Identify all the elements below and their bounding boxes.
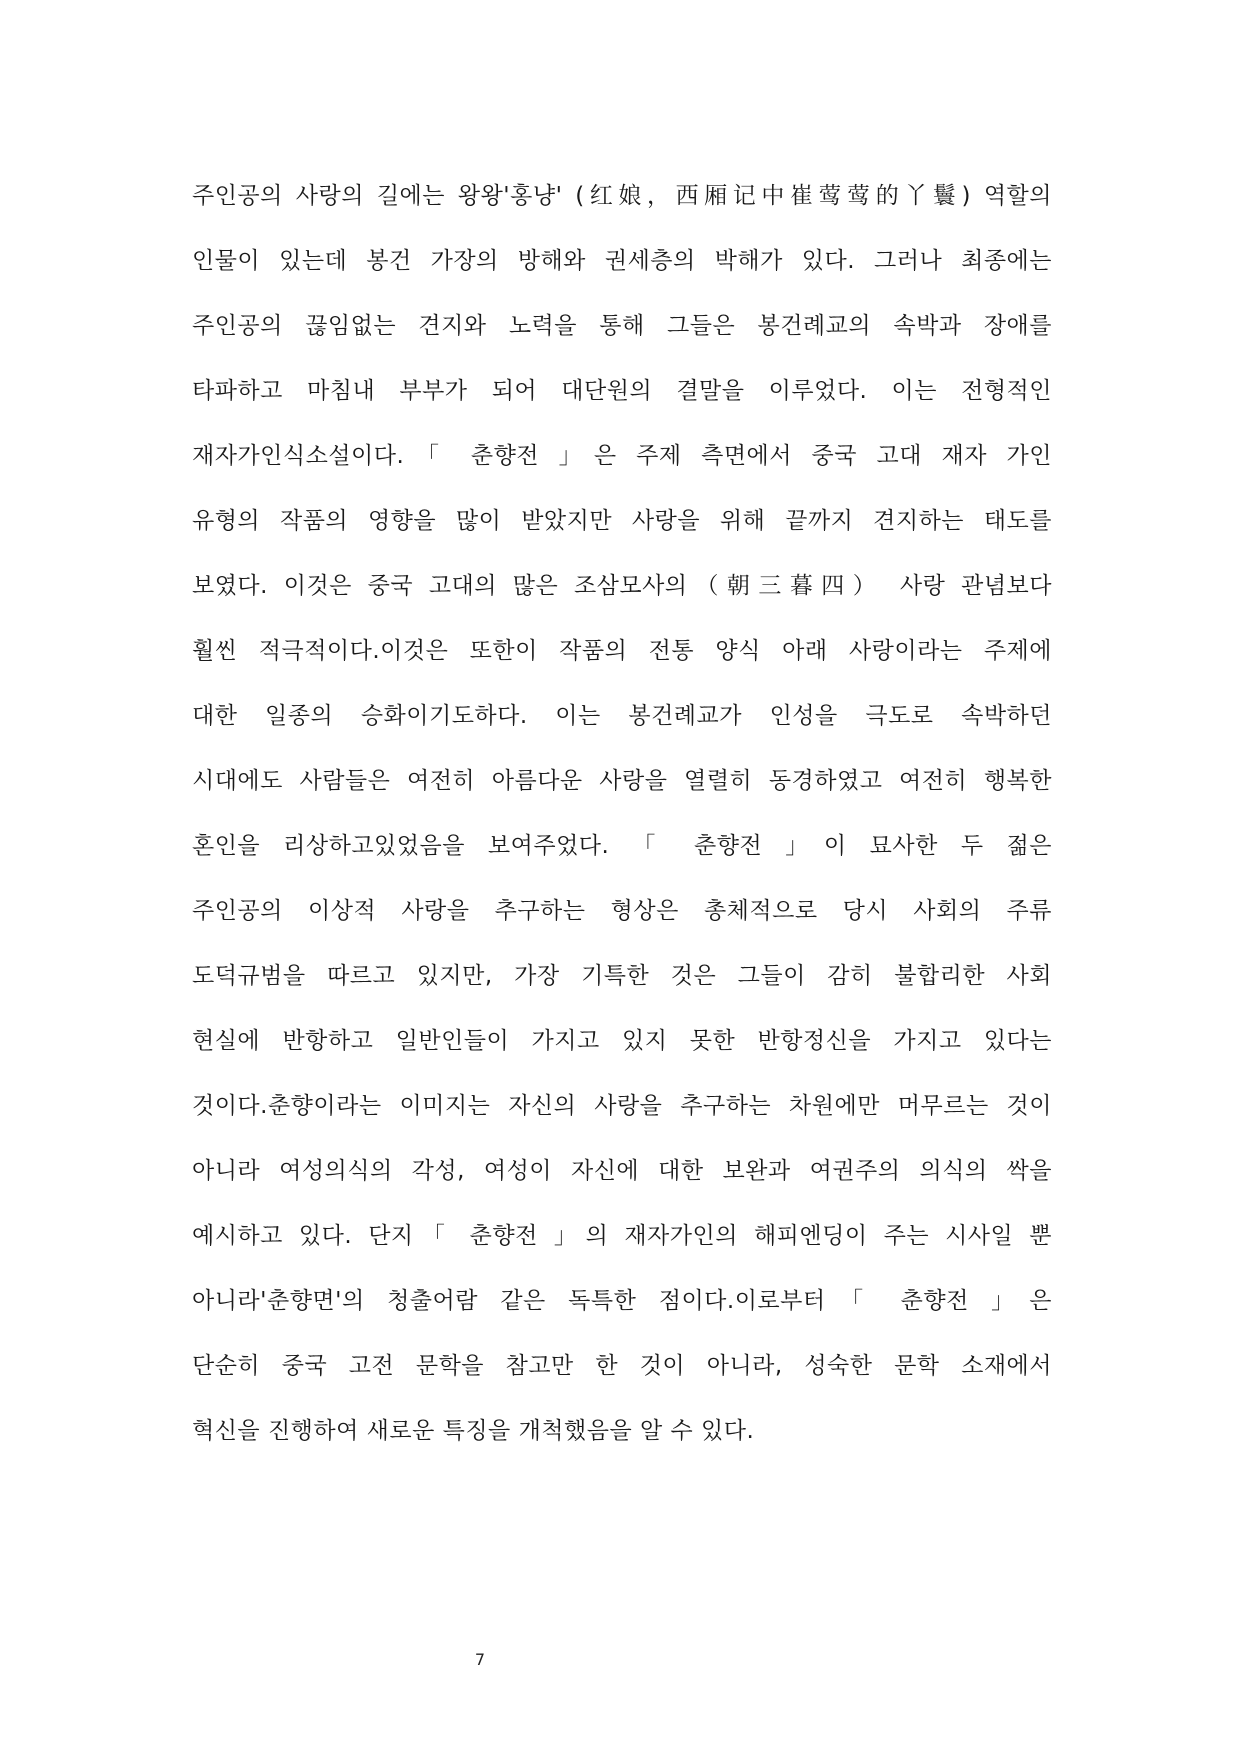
text-line: 도덕규범을 따르고 있지만, 가장 기특한 것은 그들이 감히 불합리한 사회: [192, 963, 1052, 989]
text-line: 예시하고 있다. 단지「 춘향전 」의 재자가인의 해피엔딩이 주는 시사일 뿐: [192, 1223, 1052, 1249]
text-line: 단순히 중국 고전 문학을 참고만 한 것이 아니라, 성숙한 문학 소재에서: [192, 1353, 1052, 1379]
text-line: 타파하고 마침내 부부가 되어 대단원의 결말을 이루었다. 이는 전형적인: [192, 378, 1052, 404]
text-line: 주인공의 이상적 사랑을 추구하는 형상은 총체적으로 당시 사회의 주류: [192, 898, 1052, 924]
text-line: 대한 일종의 승화이기도하다. 이는 봉건례교가 인성을 극도로 속박하던: [192, 703, 1052, 729]
text-line: 재자가인식소설이다.「 춘향전 」은 주제 측면에서 중국 고대 재자 가인: [192, 443, 1052, 469]
text-line: 인물이 있는데 봉건 가장의 방해와 권세층의 박해가 있다. 그러나 최종에는: [192, 248, 1052, 274]
text-line: 아니라'춘향면'의 청출어람 같은 독특한 점이다.이로부터「 춘향전 」은: [192, 1288, 1052, 1314]
text-line: 혼인을 리상하고있었음을 보여주었다. 「 춘향전 」이 묘사한 두 젊은: [192, 833, 1052, 859]
text-line: 유형의 작품의 영향을 많이 받았지만 사랑을 위해 끝까지 견지하는 태도를: [192, 508, 1052, 534]
text-line: 시대에도 사람들은 여전히 아름다운 사랑을 열렬히 동경하였고 여전히 행복한: [192, 768, 1052, 794]
text-line: 것이다.춘향이라는 이미지는 자신의 사랑을 추구하는 차원에만 머무르는 것이: [192, 1093, 1052, 1119]
text-line: 훨씬 적극적이다.이것은 또한이 작품의 전통 양식 아래 사랑이라는 주제에: [192, 638, 1052, 664]
page-number: 7: [474, 1650, 486, 1669]
text-line: 보였다. 이것은 중국 고대의 많은 조삼모사의（朝三暮四） 사랑 관념보다: [192, 573, 1052, 599]
body-paragraph: [192, 170, 1052, 1470]
text-line: 아니라 여성의식의 각성, 여성이 자신에 대한 보완과 여권주의 의식의 싹을: [192, 1158, 1052, 1184]
text-line: 혁신을 진행하여 새로운 특징을 개척했음을 알 수 있다.: [192, 1418, 755, 1444]
text-line: 주인공의 사랑의 길에는 왕왕'홍냥' (红娘，西厢记中崔莺莺的丫鬟) 역할의: [192, 183, 1052, 209]
text-line: 현실에 반항하고 일반인들이 가지고 있지 못한 반항정신을 가지고 있다는: [192, 1028, 1052, 1054]
text-line: 주인공의 끊임없는 견지와 노력을 통해 그들은 봉건례교의 속박과 장애를: [192, 313, 1052, 339]
